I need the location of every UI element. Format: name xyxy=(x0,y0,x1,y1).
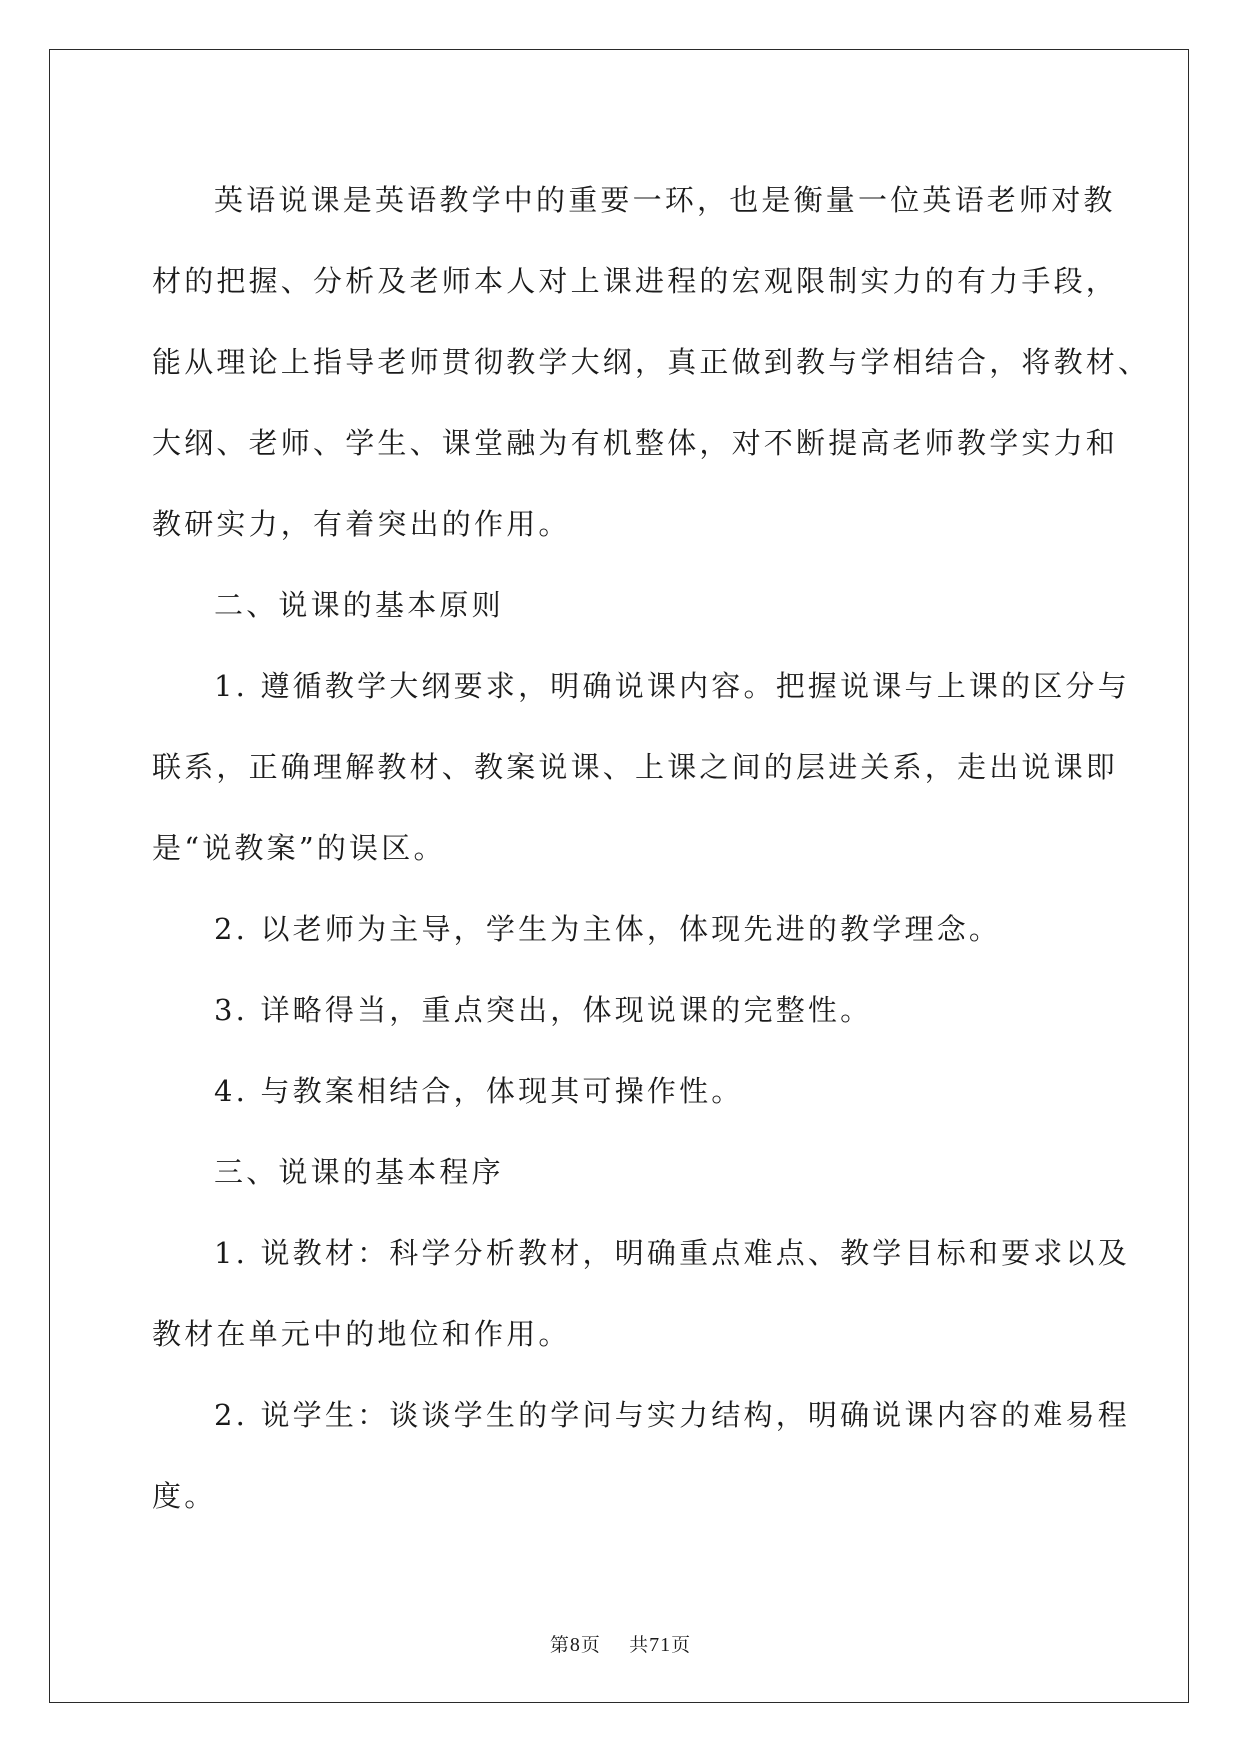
document-body xyxy=(152,160,1151,1537)
section-heading-procedure xyxy=(152,1132,1092,1213)
list-item xyxy=(152,970,1092,1051)
text-line: 英语说课是英语教学中的重要一环，也是衡量一位英语老师对教 xyxy=(214,183,1116,217)
list-item xyxy=(152,646,1130,889)
total-suffix: 页 xyxy=(671,1634,692,1656)
page-prefix: 第 xyxy=(549,1634,570,1656)
section-heading-principles xyxy=(152,565,1092,646)
text-line: 材的把握、分析及老师本人对上课进程的宏观限制实力的有力手段， xyxy=(152,264,1119,298)
text-line: 3. 详略得当，重点突出，体现说课的完整性。 xyxy=(214,993,873,1027)
text-line: 1. 说教材：科学分析教材，明确重点难点、教学目标和要求以及 xyxy=(214,1236,1130,1270)
paragraph-intro xyxy=(152,160,1151,565)
text-line: 2. 说学生：谈谈学生的学问与实力结构，明确说课内容的难易程 xyxy=(214,1398,1130,1432)
text-line: 教材在单元中的地位和作用。 xyxy=(152,1317,571,1351)
text-line: 4. 与教案相结合，体现其可操作性。 xyxy=(214,1074,744,1108)
list-item xyxy=(152,1051,1092,1132)
list-item xyxy=(152,889,1092,970)
text-line: 大纲、老师、学生、课堂融为有机整体，对不断提高老师教学实力和 xyxy=(152,426,1119,460)
text-line: 2. 以老师为主导，学生为主体，体现先进的教学理念。 xyxy=(214,912,1002,946)
text-line: 是“说教案”的误区。 xyxy=(152,831,446,865)
page-number: 8 xyxy=(569,1634,581,1656)
page-footer xyxy=(0,1630,1241,1657)
text-line: 度。 xyxy=(152,1479,217,1513)
list-item xyxy=(152,1213,1130,1375)
total-pages: 71 xyxy=(649,1634,672,1656)
list-item xyxy=(152,1375,1130,1537)
page-suffix: 页 xyxy=(580,1634,601,1656)
heading-text: 二、说课的基本原则 xyxy=(214,588,504,622)
text-line: 能从理论上指导老师贯彻教学大纲，真正做到教与学相结合，将教材、 xyxy=(152,345,1151,379)
text-line: 联系，正确理解教材、教案说课、上课之间的层进关系，走出说课即 xyxy=(152,750,1119,784)
text-line: 1. 遵循教学大纲要求，明确说课内容。把握说课与上课的区分与 xyxy=(214,669,1130,703)
text-line: 教研实力，有着突出的作用。 xyxy=(152,507,571,541)
heading-text: 三、说课的基本程序 xyxy=(214,1155,504,1189)
total-prefix: 共 xyxy=(629,1634,650,1656)
